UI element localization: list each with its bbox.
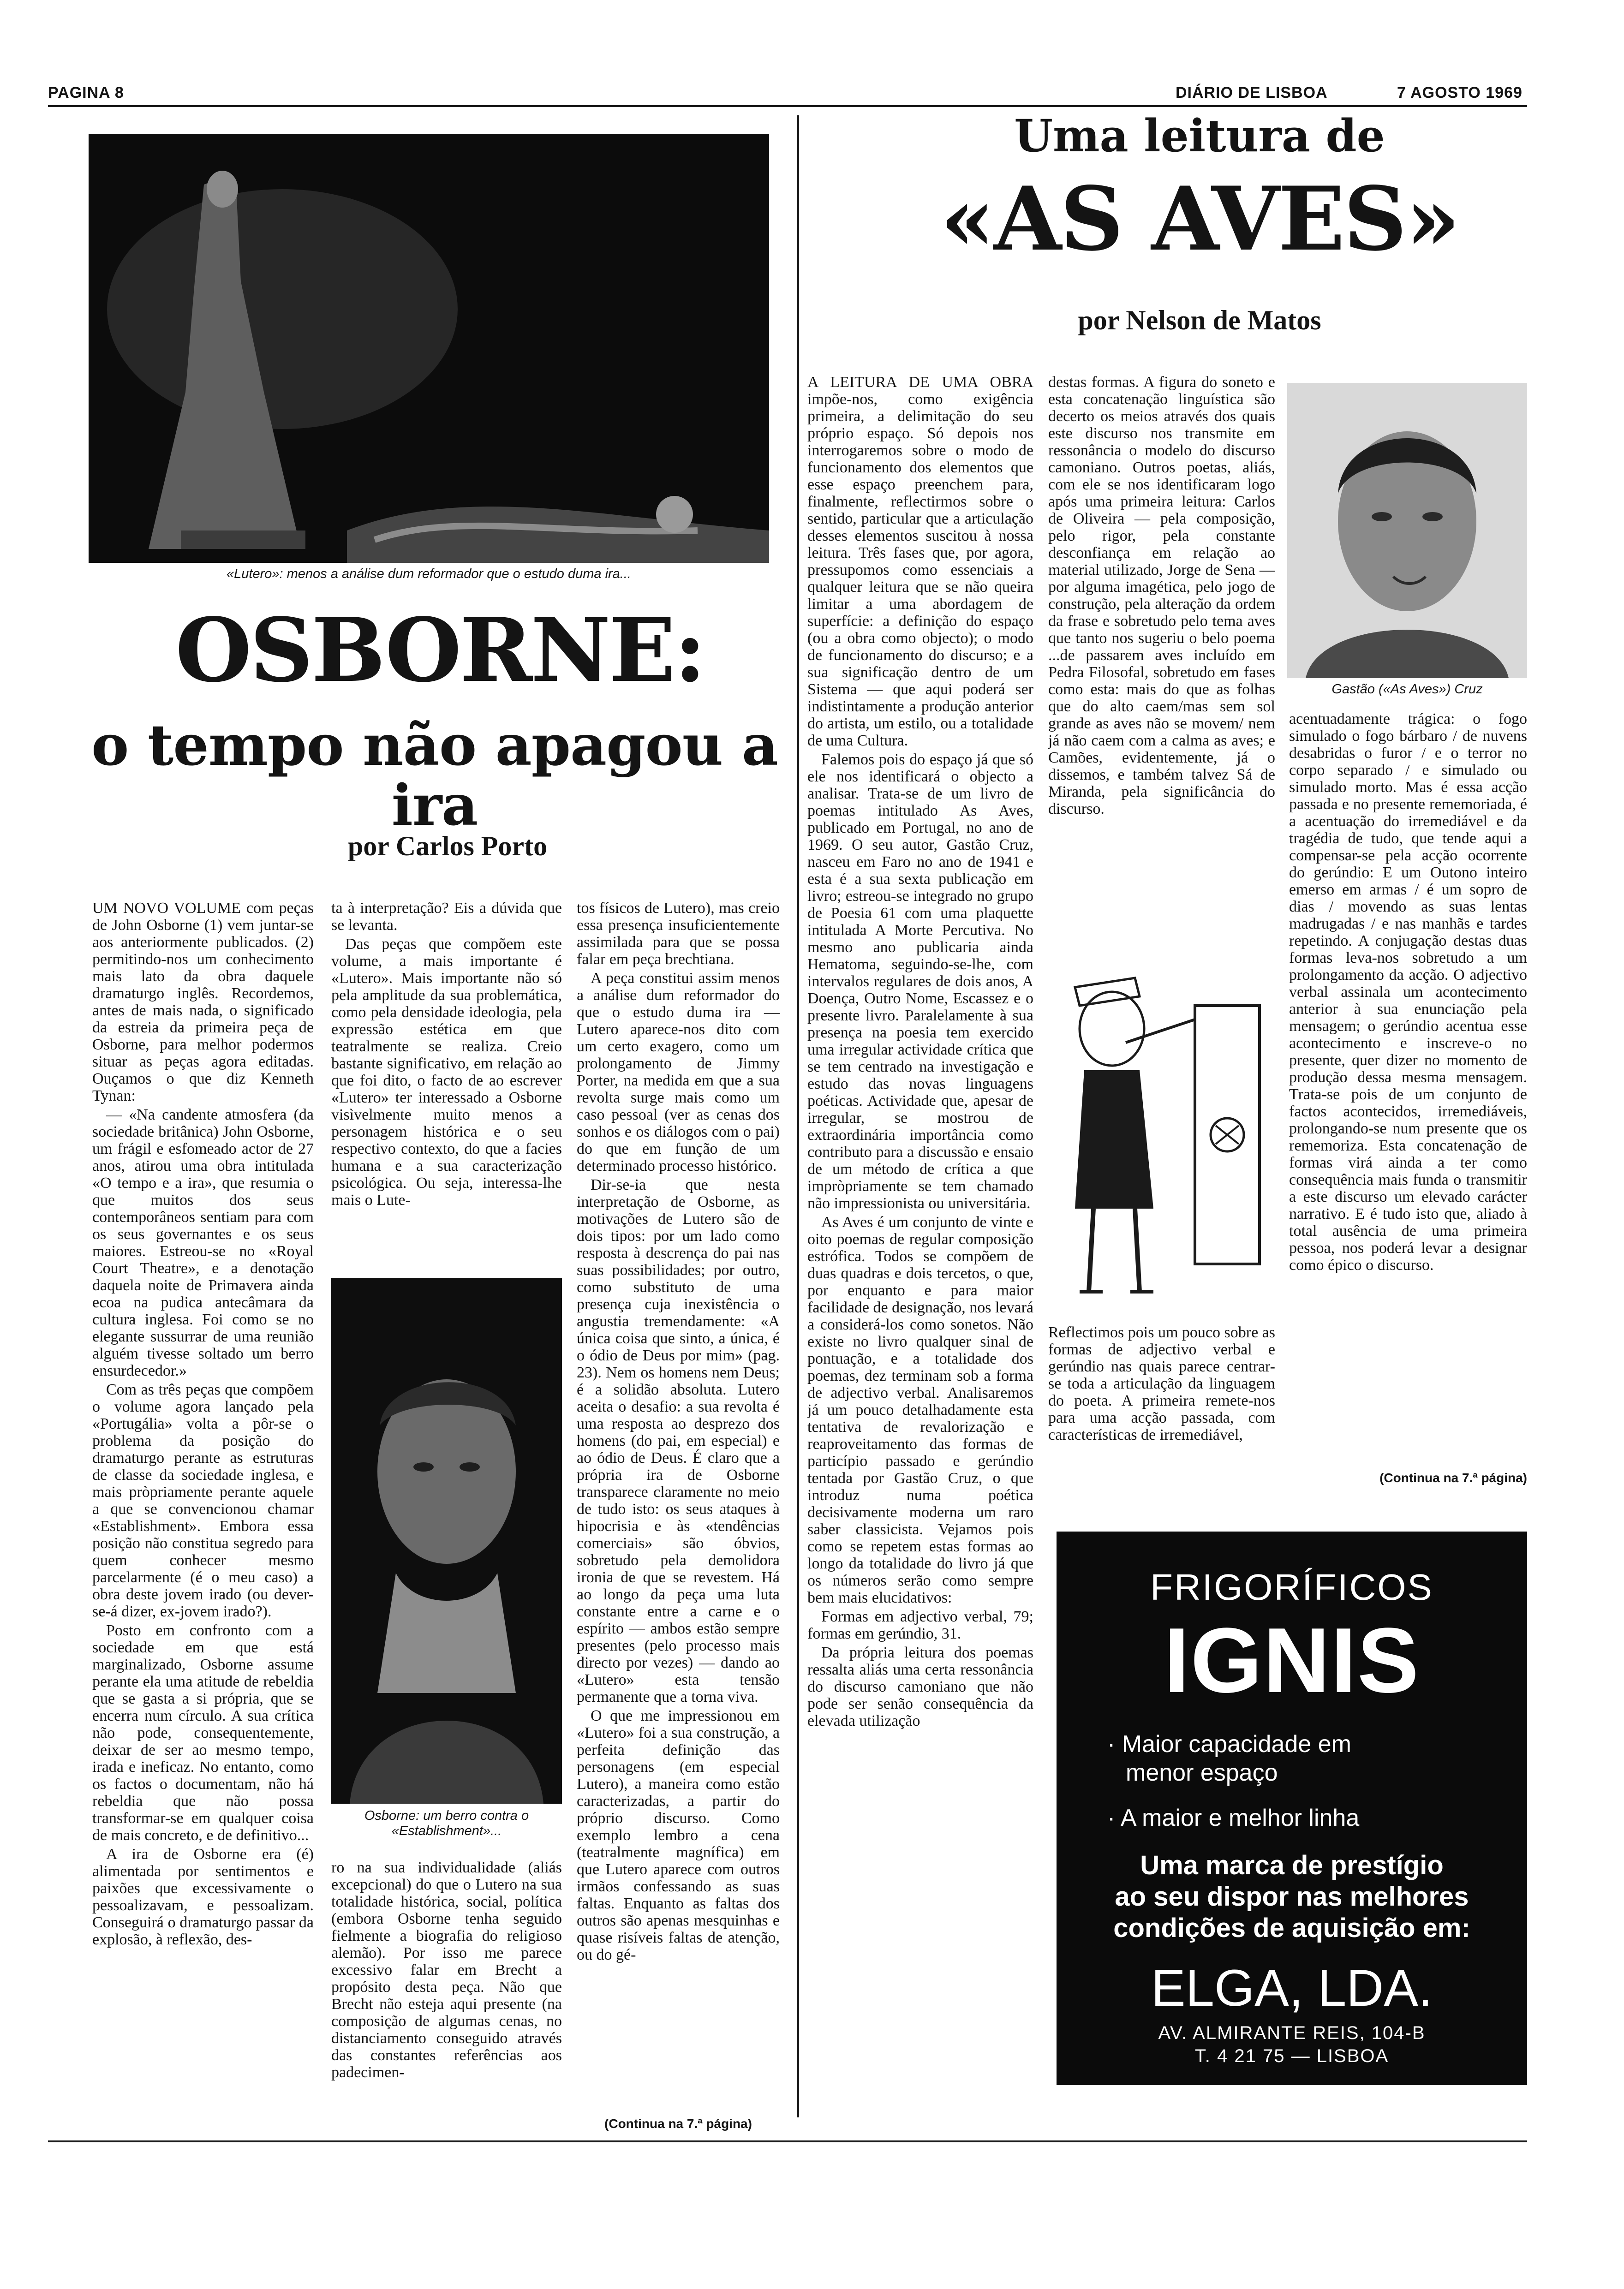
- paragraph: acentuadamente trágica: o fogo simulado o fogo bárbaro / de nuvens desabridas o furor / e o terror no corpo separado / e simulado ou simulado morto. Mas é essa acção passada e no presente rememoriada, é a acentuação do irremediável e da tragédia de tudo, que tende aqui a compensar-se pela acção ocorrente do gerúndio: E um Outono inteiro emerso em armas / é um sopro de dias / movendo as suas lentas madrugadas / e nas manhãs e tardes repetindo. A conjugação destas duas formas leva-nos sobretudo a um prolongamento da acção. O adjectivo verbal assinala um acontecimento anterior à sua enunciação pela mensagem; o gerúndio acentua esse acontecimento e inscreve-o no presente, quer dizer no momento de produção dessa mesma mensagem. Trata-se pois de um conjunto de factos acontecidos, irremediáveis, prolongando-se num presente que os rememoriza. Esta concatenação de formas virá ainda a ter como consequência mais funda o transmitir a este discurso um elevado carácter narrativo. E é tudo isto que, aliado à total ausência de uma primeira pessoa, nos poderá levar a designar como épico o discurso.: [1289, 710, 1527, 1274]
- stage-scene-illustration: [89, 134, 769, 563]
- osborne-byline: por Carlos Porto: [347, 831, 548, 861]
- lutero-photo-caption: «Lutero»: menos a análise dum reformador que o estudo duma ira...: [227, 566, 631, 581]
- ignis-advertisement: [1057, 1532, 1527, 2085]
- osborne-column-3: [577, 900, 780, 2108]
- header-rule: [48, 105, 1527, 107]
- paragraph: destas formas. A figura do soneto e esta concatenação linguística são decerto os meios através dos quais este discurso nos transmite em ressonância o modelo do discurso camoniano. Outros poetas, aliás, com ele se nos identificaram logo após uma primeira leitura: Carlos de Oliveira — pela composição, pelo rigor, pela constante desconfiança em relação ao material utilizado, Jorge de Sena — por alguma imagética, pelo jogo de construção, pela alteração da ordem da frase e sobretudo pelo tema aves que tanto nos sugeriu o belo poema ...de passarem aves incluído em Pedra Filosofal, sobretudo em fases como esta: mais do que as folhas que do alto caem/mas sem sol grande as aves não se movem/ nem já não caem com a calma as aves; e Camões, evidentemente, já o dissemos, e também talvez Sá de Miranda, pela significância do discurso.: [1048, 374, 1275, 817]
- paragraph: Das peças que compõem este volume, a mais importante é «Lutero». Mais importante não só pela amplitude da sua problemática, como pela densidade ideologia, pela expressão estética em que teatralmente se realiza. Creio bastante significativo, em relação ao que foi dito, o facto de ao escrever «Lutero» ter interessado a Osborne visìvelmente muito menos a personagem histórica e o seu respectivo contexto, do que a facies humana e a sua caracterização psicológica. Ou seja, interessa-lhe mais o Lute-: [331, 936, 562, 1209]
- aves-column-2-top: [1048, 374, 1275, 941]
- lutero-stage-photo: [89, 134, 769, 563]
- osborne-portrait-illustration: [331, 1278, 562, 1804]
- paragraph: O que me impressionou em «Lutero» foi a sua construção, a perfeita definição das personagens (em especial Lutero), a maneira como estão caracterizadas, a partir do próprio discurso. Como exemplo lembro a cena (teatralmente magnífica) em que Lutero aparece com outros irmãos confessando as suas faltas. Enquanto as faltas dos outros são apenas mesquinhas e quase risíveis faltas de atenção, ou do gé-: [577, 1707, 780, 1963]
- ad-slogan-line-2: ao seu dispor nas melhores: [1115, 1882, 1469, 1912]
- paragraph: A peça constitui assim menos a análise dum reformador do que o estudo duma ira — Lutero aparece-nos dito com um certo exagero, como um prolongamento de Jimmy Porter, na medida em que a sua revolta surge mais como um caso pessoal (ver as cenas dos sonhos e os diálogos com o pai) do que em função de um determinado processo histórico.: [577, 970, 780, 1174]
- ad-slogan: [1057, 1850, 1527, 1944]
- osborne-portrait-caption: Osborne: um berro contra o «Establishment»...: [364, 1808, 529, 1838]
- paragraph: Falemos pois do espaço já que só ele nos identificará o objecto a analisar. Trata-se de um livro de poemas intitulado As Aves, publicado em Portugal, no ano de 1969. O seu autor, Gastão Cruz, nasceu em Faro no ano de 1941 e esta é a sua sexta publicação em livro; estreou-se integrado no grupo de Poesia 61 com uma plaquette intitulada A Morte Percutiva. No mesmo ano publicaria ainda Hematoma, seguindo-se-lhe, com intervalos regulares de dois anos, A Doença, Outro Nome, Escassez e o presente livro. Paralelamente à sua presença na poesia tem exercido uma irregular actividade crítica que se tem centrado na investigação e estudo das novas linguagens poéticas. Actividade que, apesar de irregular, se mostrou de extraordinária importância como contributo para a discussão e ensaio de um método de crítica a que impròpriamente se tem chamado não impressionista ou universitária.: [807, 751, 1033, 1212]
- ad-bullet-1: [1107, 1730, 1504, 1787]
- paragraph: Formas em adjectivo verbal, 79; formas em gerúndio, 31.: [807, 1608, 1033, 1642]
- osborne-continued-note: (Continua na 7.ª página): [604, 2116, 752, 2131]
- paragraph: A LEITURA DE UMA OBRA impõe-nos, como exigência primeira, a delimitação do seu próprio espaço. Só depois nos interrogaremos sobre o modo de funcionamento dos elementos que esse espaço preenchem para, finalmente, reflectirmos sobre o sentido, particular que a articulação desses elementos suscitou à nossa leitura. Três fases que, por agora, pressupomos como essenciais a qualquer leitura que se não queira limitar a uma abordagem de superfície: a definição do espaço (ou a obra como objecto); o modo de funcionamento do discurso; e a sua significação dentro de um Sistema — que aqui poderá ser indistintamente a produção anterior do artista, um estilo, ou a totalidade de uma Cultura.: [807, 374, 1033, 749]
- paragraph: tos físicos de Lutero), mas creio essa presença insuficientemente assimilada para que se possa falar em peça brechtiana.: [577, 900, 780, 968]
- ad-bullet-1-line-a: · Maior capacidade em: [1107, 1731, 1351, 1758]
- section-divider: [797, 115, 799, 2117]
- ad-product-line: FRIGORÍFICOS: [1150, 1567, 1433, 1608]
- ad-bullet-1-line-b: menor espaço: [1126, 1759, 1278, 1786]
- osborne-column-2-top: [331, 900, 562, 1264]
- ad-phone: T. 4 21 75 — LISBOA: [1194, 2046, 1389, 2066]
- newspaper-name: DIÁRIO DE LISBOA: [1176, 84, 1328, 101]
- gastao-portrait-illustration: [1287, 383, 1527, 678]
- gastao-cruz-portrait: [1287, 383, 1527, 678]
- ad-company-name: ELGA, LDA.: [1151, 1959, 1433, 2017]
- page-number: PAGINA 8: [48, 84, 124, 101]
- aves-column-2-bottom: [1048, 1324, 1275, 1472]
- aves-column-1: [807, 374, 1033, 2136]
- footer-rule: [48, 2140, 1527, 2142]
- ad-address: AV. ALMIRANTE REIS, 104-B: [1158, 2023, 1426, 2043]
- osborne-subheadline: o tempo não apagou a ira: [91, 712, 778, 838]
- ad-bullet-2: · A maior e melhor linha: [1107, 1805, 1360, 1831]
- paragraph: UM NOVO VOLUME com peças de John Osborne (1) vem juntar-se aos anteriormente publicados. (2) permitindo-nos um conhecimento mais lato da obra daquele dramaturgo inglês. Recordemos, antes de mais nada, o significado da estreia da primeira peça de Osborne, para melhor podermos situar as peças agora editadas. Ouçamos o que diz Kenneth Tynan:: [92, 900, 314, 1104]
- aves-column-3: [1289, 710, 1527, 1467]
- ad-slogan-line-1: Uma marca de prestígio: [1140, 1850, 1444, 1880]
- paragraph: Posto em confronto com a sociedade em que está marginalizado, Osborne assume perante ela uma atitude de rebeldia que se gasta a si própria, que se encerra num círculo. A sua crítica não pode, consequentemente, deixar de ser ao mesmo tempo, irada e ineficaz. No entanto, como os factos o documentam, não há rebeldia que não possa transformar-se em qualquer coisa de mais concreto, e de definitivo...: [92, 1622, 314, 1844]
- paragraph: Dir-se-ia que nesta interpretação de Osborne, as motivações de Lutero são de dois tipos: por um lado como resposta à descrença do pai nas suas possibilidades; por outro, como substituto de uma presença cuja inexistência o angustia tremendamente: «A única coisa que sinto, a única, é o ódio de Deus por mim» (pag. 23). Nem os homens nem Deus; é a solidão absoluta. Lutero aceita o desafio: a sua revolta é uma resposta ao desprezo dos homens (do pai, em especial) e ao ódio de Deus. É claro que a própria ira de Osborne transparece claramente no meio de tudo isto: os seus ataques à hipocrisia e às «tendências comerciais» são óbvios, sobretudo pela demolidora ironia de que se revestem. Há ao longo da peça uma luta constante entre a carne e o espírito — ambos estão sempre presentes (pelo processo mais directo por vezes) — dando ao «Lutero» esta tensão permanente que a torna viva.: [577, 1176, 780, 1705]
- osborne-headline: OSBORNE:: [175, 599, 705, 702]
- bird-figure-illustration: [1057, 950, 1269, 1310]
- paragraph: ro na sua individualidade (aliás excepcional) do que o Lutero na sua totalidade histórica, social, política (embora Osborne tenha seguido fielmente a biografia do religioso alemão). Por isso me parece excessivo falar em Brecht a propósito desta peça. Não que Brecht não esteja aqui presente (na composição de algumas cenas, no distanciamento conseguido através das constantes referências aos padecimen-: [331, 1859, 562, 2081]
- osborne-portrait-photo: [331, 1278, 562, 1804]
- aves-continued-note: (Continua na 7.ª página): [1379, 1471, 1527, 1485]
- aves-headline-line2: «AS AVES»: [940, 167, 1459, 270]
- ad-slogan-line-3: condições de aquisição em:: [1113, 1913, 1470, 1943]
- ad-brand-name: IGNIS: [1164, 1609, 1420, 1712]
- paragraph: As Aves é um conjunto de vinte e oito poemas de regular composição estrófica. Todos se compõem de duas quadras e dois tercetos, o que, por enquanto e para maior facilidade de designação, nos levará a considerá-los como sonetos. Não existe no livro qualquer sinal de pontuação, e a totalidade dos poemas, dez terminam sob a forma de adjectivo verbal. Analisaremos já um pouco detalhadamente esta tentativa de revalorização e reaproveitamento das formas de particípio passado e gerúndio tentada por Gastão Cruz, o que introduz numa poética decisivamente moderna um raro saber classicista. Vejamos pois como se repetem estas formas ao longo da totalidade do livro já que os números serão como sempre bem mais elucidativos:: [807, 1214, 1033, 1606]
- aves-headline-line1: Uma leitura de: [1014, 110, 1385, 162]
- paragraph: — «Na candente atmosfera (da sociedade britânica) John Osborne, um frágil e esfomeado actor de 27 anos, atirou uma obra intitulada «O tempo e a ira», que resumia o que muitos dos seus contemporâneos sentiam para com os seus governantes e os seus maiores. Estreou-se no «Royal Court Theatre», e a denotação daquela noite de Primavera ainda ecoa na pudica antecâmara da cultura inglesa. Foi como se no elegante sussurrar de uma reunião alguém tivesse soltado um berro ensurdecedor.»: [92, 1106, 314, 1379]
- osborne-column-1: [92, 900, 314, 2108]
- gastao-portrait-caption: Gastão («As Aves») Cruz: [1331, 682, 1483, 697]
- drummer-drawing: [1057, 950, 1269, 1310]
- paragraph: Reflectimos pois um pouco sobre as formas de adjectivo verbal e gerúndio nas quais parece centrar-se toda a articulação da linguagem do poeta. A primeira remete-nos para uma acção passada, com características de irremediável,: [1048, 1324, 1275, 1443]
- paragraph: Com as três peças que compõem o volume agora lançado pela «Portugália» volta a pôr-se o problema da posição do dramaturgo perante as estruturas de classe da sociedade inglesa, e mais pròpriamente perante aquele a que se convencionou chamar «Establishment». Embora essa posição não constitua segredo para quem conhecer mesmo parcelarmente (é o meu caso) a obra deste jovem irado (ou dever-se-á dizer, ex-jovem irado?).: [92, 1381, 314, 1620]
- paragraph: ta à interpretação? Eis a dúvida que se levanta.: [331, 900, 562, 934]
- osborne-column-2-bottom: [331, 1859, 562, 2117]
- paragraph: A ira de Osborne era (é) alimentada por sentimentos e paixões que excessivamente o pessoalizavam, e pessoalizam. Conseguirá o dramaturgo passar da explosão, à reflexão, des-: [92, 1846, 314, 1948]
- aves-byline: por Nelson de Matos: [1078, 305, 1321, 335]
- paragraph: Da própria leitura dos poemas ressalta aliás uma certa ressonância do discurso camoniano que não pode ser senão consequência da elevada utilização: [807, 1644, 1033, 1729]
- issue-date: 7 AGOSTO 1969: [1397, 84, 1522, 101]
